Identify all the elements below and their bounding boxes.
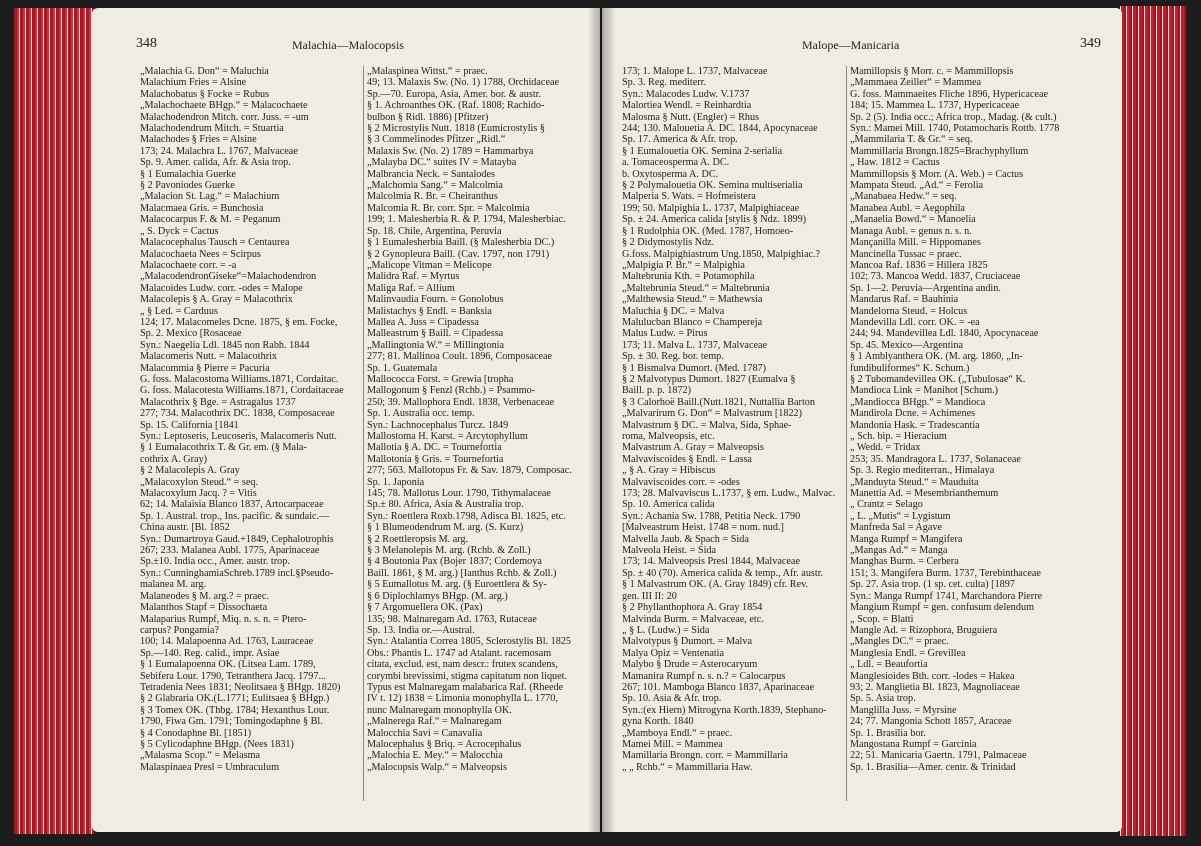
entry-line: Mangle Ad. = Rizophora, Bruguiera <box>850 624 998 636</box>
entry-line: Malacocarpus F. & M. = Peganum <box>140 214 281 226</box>
entry-line: Malocchia Savi = Canavalia <box>367 727 483 739</box>
entry-line: Malacmaea Gris. = Bunchosia <box>140 202 264 214</box>
entry-line: IV t. 12) 1838 = Limonia monophylla L. 1770, <box>367 693 558 705</box>
entry-line: § 1 Malvastrum OK. (A. Gray 1849) cfr. Rev. <box>622 579 809 591</box>
entry-line: Malacommia § Pierre = Pacuria <box>140 362 270 374</box>
entry-line: Sp. 1. Austral. trop., Ins. pacific. & sundaic.— <box>140 510 330 522</box>
entry-line: Malveola Heist. = Sida <box>622 545 717 557</box>
right-page-header: Malope—Manicaria <box>802 38 900 52</box>
entry-line: Manga Rumpf = Mangifera <box>850 533 963 545</box>
entry-line: Malcolmia R. Br. = Cheiranthus <box>367 191 498 203</box>
entry-line: Mamillopsis § Morr. c. = Mammillopsis <box>850 66 1014 77</box>
entry-line: 49; 13. Malaxis Sw. (No. 1) 1788, Orchidaceae <box>367 77 560 89</box>
entry-line: § 2 Pavoniodes Guerke <box>140 180 235 192</box>
column-divider <box>363 66 364 801</box>
entry-line: Sp. ± 40 (70). America calida & temp., Afr. austr. <box>622 567 824 579</box>
entry-line: 184; 15. Mammea L. 1737, Hypericaceae <box>850 100 1020 112</box>
entry-line: Sp. ± 30. Reg. bor. temp. <box>622 351 724 363</box>
entry-line: § 2 Polymalouetia OK. Semina multiserialia <box>622 180 803 192</box>
entry-line: Malosma § Nutt. (Engler) = Rhus <box>622 111 760 123</box>
entry-line: 173; 1. Malope L. 1737, Malvaceae <box>622 66 768 77</box>
entry-line: 244; 130. Malouetia A. DC. 1844, Apocynaceae <box>622 123 818 135</box>
entry-line: 1790, Fiwa Gm. 1791; Tomingodaphne § Bl. <box>140 716 323 728</box>
entry-line: „Malochia E. Mey.“ = Malocchia <box>367 750 503 762</box>
entry-line: Sp. 13. India or.—Austral. <box>367 624 475 636</box>
entry-line: § 3 Commelinodes Pfitzer „Ridl.“ <box>367 134 506 146</box>
entry-line: Sp. ± 24. America calida [stylis § Ndz. 1899) <box>622 214 807 226</box>
entry-line: 102; 73. Mancoa Wedd. 1837, Cruciaceae <box>850 271 1021 283</box>
entry-line: Malvastrum A. Gray = Malveopsis <box>622 442 764 454</box>
entry-line: „Manabaea Hedw.“ = seq. <box>850 191 957 203</box>
entry-line: „MalacodendronGiseke“=Malachodendron <box>140 271 317 283</box>
entry-line: Mamei Mill. = Mammea <box>622 738 723 750</box>
entry-line: Sp. 1. Guatemala <box>367 362 438 374</box>
left-column-1 <box>140 66 362 773</box>
right-page-number: 349 <box>1080 36 1101 51</box>
entry-line: 24; 77. Mangonia Schott 1857, Araceae <box>850 716 1012 728</box>
entry-line: Malacoxylum Jacq. ? = Vitis <box>140 488 257 500</box>
entry-line: Sp. 3. Reg. mediterr. <box>622 77 707 89</box>
entry-line: Mandelorna Steud. = Holcus <box>850 305 968 317</box>
entry-line: Mallogonum § Fenzl (Rchb.) = Psammo- <box>367 385 536 397</box>
entry-line: 173; 14. Malveopsis Presl 1844, Malvaceae <box>622 556 800 568</box>
right-page <box>602 8 1122 832</box>
right-column-2 <box>850 66 1108 773</box>
entry-line: „Malchomia Sang.“ = Malcolmia <box>367 180 503 192</box>
entry-line: 22; 51. Manicaria Gaertn. 1791, Palmaceae <box>850 750 1027 762</box>
entry-line: Malybo § Drude = Asterocaryum <box>622 659 758 671</box>
entry-line: Manglesioides Bth. corr. -lodes = Hakea <box>850 670 1015 682</box>
entry-line: 173; 24. Malachra L. 1767, Malvaceae <box>140 145 298 157</box>
entry-line: Manabea Aubl. = Aegophila <box>850 202 965 214</box>
entry-line: Sp.±10. India occ., Amer. austr. trop. <box>140 556 290 568</box>
entry-line: Malaparius Rumpf, Miq. n. s. n. = Ptero- <box>140 613 307 625</box>
entry-line: § 5 Eumallotus M. arg. (§ Euroettlera & Sy- <box>367 579 547 591</box>
entry-line: Mancinella Tussac = praec. <box>850 248 962 260</box>
entry-line: Malus Ludw. = Pirus <box>622 328 708 340</box>
entry-line: Malocephalus § Briq. = Acrocephalus <box>367 738 522 750</box>
entry-line: Mandevilla Ldl. corr. OK. = -ea <box>850 316 980 328</box>
left-page <box>92 8 600 832</box>
entry-line: § 1. Achroanthes OK. (Raf. 1808; Rachido- <box>367 100 545 112</box>
entry-line: Malacomeris Nutt. = Malacothrix <box>140 351 278 363</box>
left-column-2 <box>367 66 595 773</box>
entry-line: Mandonia Hask. = Tradescantia <box>850 419 980 431</box>
entry-line: carpus? Pongamia? <box>140 624 219 636</box>
entry-line: Syn.: Naegelia Ldl. 1845 non Rabh. 1844 <box>140 339 310 351</box>
entry-line: G. foss. Malacostoma Williams.1871, Cordaitac. <box>140 373 339 385</box>
entry-line: „Malocopsis Walp.“ = Malveopsis <box>367 761 507 773</box>
entry-line: Maluchia § DC. = Malva <box>622 305 725 317</box>
entry-line: § 3 Tomex OK. (Thbg. 1784; Hexanthus Lour. <box>140 704 330 716</box>
entry-line: Manettia Ad. = Mesembrianthemum <box>850 488 999 500</box>
entry-line: § 2 Gynopleura Baill. (Cav. 1797, non 1791) <box>367 248 550 260</box>
entry-line: Malachodendrum Mitch. = Stuartia <box>140 123 284 135</box>
entry-line: Managa Aubl. = genus n. s. n. <box>850 225 972 237</box>
entry-line: „Maltebrunia Steud.“ = Maltebrunia <box>622 282 770 294</box>
entry-line: corymbi brevissimi, stigma capitatum non liquet. <box>367 670 568 682</box>
entry-line: Malya Opiz = Ventenatia <box>622 647 725 659</box>
entry-line: „Mandiocca BHgp.“ = Mandioca <box>850 396 986 408</box>
entry-line: citata, exclud. est, nam descr.: frutex scandens, <box>367 659 558 671</box>
entry-line: „Malacion St. Lag.“ = Malachium <box>140 191 280 203</box>
entry-line: § 5 Cylicodaphne BHgp. (Nees 1831) <box>140 738 294 750</box>
entry-line: 151; 3. Mangifera Burm. 1737, Terebinthaceae <box>850 567 1041 579</box>
entry-line: Maliga Raf. = Allium <box>367 282 455 294</box>
entry-line: „Malthewsia Steud.“ = Mathewsia <box>622 294 763 306</box>
entry-line: Malcomia R. Br. corr. Spr. = Malcolmia <box>367 202 530 214</box>
entry-line: Mamillaria Brongn. corr. = Mammillaria <box>622 750 788 762</box>
entry-line: 267; 233. Malanea Aubl. 1775, Aparinaceae <box>140 545 320 557</box>
entry-line: Malperia S. Wats. = Hofmeistera <box>622 191 756 203</box>
entry-line: nunc Malnaregam monophylla OK. <box>367 704 512 716</box>
entry-line: 277; 563. Mallotopus Fr. & Sav. 1879, Composac. <box>367 465 572 477</box>
entry-line: Mangium Rumpf = gen. confusum delendum <box>850 602 1035 614</box>
entry-line: 145; 78. Mallotus Lour. 1790, Tithymalaceae <box>367 488 551 500</box>
entry-line: Malvella Jaub. & Spach = Sida <box>622 533 749 545</box>
entry-line: „Mammilaria T. & Gr.“ = seq. <box>850 134 973 146</box>
entry-line: Mandarus Raf. = Bauhinia <box>850 294 959 306</box>
entry-line: Typus est Malnaregam malabarica Raf. (Rheede <box>367 681 564 693</box>
entry-line: Malanthos Stapf = Dissochaeta <box>140 602 268 614</box>
entry-line: § 2 Phyllanthophora A. Gray 1854 <box>622 602 763 614</box>
entry-line: 124; 17. Malacomeles Dcne. 1875, § em. Focke, <box>140 316 338 328</box>
entry-line: § 6 Diplochlamys BHgp. (M. arg.) <box>367 590 508 602</box>
entry-line: G. foss. Mammaeites Fliche 1896, Hypericaceae <box>850 88 1049 100</box>
entry-line: 173; 28. Malvaviscus L.1737, § em. Ludw., Malvac. <box>622 488 836 500</box>
entry-line: § 1 Blumeodendrum M. arg. (S. Kurz) <box>367 522 524 534</box>
entry-line: Syn.: Malacodes Ludw. V.1737 <box>622 88 750 100</box>
entry-line: Malachium Fries = Alsine <box>140 77 247 89</box>
entry-line: „ § Led. = Carduus <box>140 305 218 317</box>
entry-line: Malbrancia Neck. = Santalodes <box>367 168 495 180</box>
entry-line: „Malachia G. Don“ = Maluchia <box>140 66 269 77</box>
entry-line: Sp. 1. Brasilia bor. <box>850 727 926 739</box>
entry-line: Malvastrum § DC. = Malva, Sida, Sphae- <box>622 419 792 431</box>
entry-line: „Manduyta Steud.“ = Mauduita <box>850 476 979 488</box>
entry-line: 173; 11. Malva L. 1737, Malvaceae <box>622 339 768 351</box>
left-page-number: 348 <box>136 36 157 51</box>
entry-line: Sp. 17. America & Afr. trop. <box>622 134 738 146</box>
entry-line: Sp. 1. Japonia <box>367 476 425 488</box>
book-gutter <box>588 8 616 832</box>
entry-line: „Mangas Ad.“ = Manga <box>850 545 948 557</box>
entry-line: Sp. 45. Mexico—Argentina <box>850 339 963 351</box>
entry-line: Manglesia Endl. = Grevillea <box>850 647 966 659</box>
entry-line: Mandioca Link = Manihot [Schum.) <box>850 385 999 397</box>
entry-line: „Manaelia Bowd.“ = Manoelia <box>850 214 976 226</box>
entry-line: § 1 Eumalesherbia Baill. (§ Malesherbia DC.) <box>367 237 555 249</box>
entry-line: 135; 98. Malnaregam Ad. 1763, Rutaceae <box>367 613 537 625</box>
book-edge-right <box>1120 6 1186 836</box>
entry-line: 253; 35. Mandragora L. 1737, Solanaceae <box>850 453 1021 465</box>
entry-line: § 2 Malacolepis A. Gray <box>140 465 240 477</box>
left-page-header: Malachia—Malocopsis <box>292 38 404 52</box>
entry-line: „ Scop. = Blatti <box>850 613 914 625</box>
entry-line: cothrix A. Gray) <box>140 453 208 465</box>
entry-line: Sp. 10. America calida <box>622 499 715 511</box>
entry-line: § 1 Bismalva Dumort. (Med. 1787) <box>622 362 767 374</box>
entry-line: Malacocephalus Tausch = Centaurea <box>140 237 290 249</box>
entry-line: [Malveastrum Heist. 1748 = nom. nud.] <box>622 522 784 534</box>
entry-line: Malacoides Ludw. corr. -odes = Malope <box>140 282 303 294</box>
entry-line: bulbon § Ridl. 1886) [Pfitzer) <box>367 111 489 123</box>
entry-line: Syn.: CunninghamiaSchreb.1789 incl.§Pseudo- <box>140 567 334 579</box>
entry-line: Syn.: Achania Sw. 1788, Petitia Neck. 1790 <box>622 510 801 522</box>
entry-line: „Mangles DC.“ = praec. <box>850 636 949 648</box>
entry-line: Baill. p. p. 1872) <box>622 385 692 397</box>
entry-line: Manglilla Juss. = Myrsine <box>850 704 957 716</box>
entry-line: Malachobatus § Focke = Rubus <box>140 88 270 100</box>
entry-line: § 3 Calorhoë Baill.(Nutt.1821, Nuttallia Barton <box>622 396 815 408</box>
entry-line: Manghas Burm. = Cerbera <box>850 556 959 568</box>
column-divider <box>846 66 847 801</box>
entry-line: „Mamboya Endl.“ = praec. <box>622 727 733 739</box>
entry-line: Syn.: Manga Rumpf 1741, Marchandora Pierre <box>850 590 1043 602</box>
entry-line: „ S. Dyck = Cactus <box>140 225 219 237</box>
entry-line: Mampata Steud. „Ad.“ = Ferolia <box>850 180 984 192</box>
entry-line: b. Oxytosperma A. DC. <box>622 168 719 180</box>
entry-line: Mallococca Forst. = Grewia [tropha <box>367 373 514 385</box>
entry-line: „ Wedd. = Tridax <box>850 442 921 454</box>
entry-line: Malacochaeta Nees = Scirpus <box>140 248 261 260</box>
entry-line: gyna Korth. 1840 <box>622 716 694 728</box>
entry-line: China austr. [Bl. 1852 <box>140 522 230 534</box>
entry-line: Sp.—70. Europa, Asia, Amer. bor. & austr. <box>367 88 542 100</box>
entry-line: Sp. 15. California [1841 <box>140 419 239 431</box>
entry-line: 277; 81. Mallinoa Coult. 1896, Composaceae <box>367 351 553 363</box>
entry-line: Mamanira Rumpf n. s. n.? = Calocarpus <box>622 670 786 682</box>
entry-line: Sp. 1—2. Peruvia—Argentina andin. <box>850 282 1001 294</box>
entry-line: Malaspinaea Presl = Umbraculum <box>140 761 279 773</box>
entry-line: § 4 Boutonia Pax (Bojer 1837; Cordemoya <box>367 556 542 568</box>
entry-line: § 1 Eumalachia Guerke <box>140 168 236 180</box>
entry-line: „ Haw. 1812 = Cactus <box>850 157 940 169</box>
entry-line: Malachodes § Fries = Alsine <box>140 134 257 146</box>
entry-line: § 1 Amblyanthera OK. (M. arg. 1860, „In- <box>850 351 1023 363</box>
entry-line: Mallotia § A. DC. = Tournefortia <box>367 442 502 454</box>
entry-line: Sp.± 80. Africa, Asia & Australia trop. <box>367 499 524 511</box>
entry-line: gen. III II: 20 <box>622 590 677 602</box>
entry-line: Malortiea Wendl. = Reinhardtia <box>622 100 752 112</box>
entry-line: „ Ldl. = Beaufortia <box>850 659 928 671</box>
entry-line: 250; 39. Mallophora Endl. 1838, Verbenaceae <box>367 396 555 408</box>
book-edge-left <box>14 8 94 834</box>
entry-line: Mallotonia § Gris. = Tournefortia <box>367 453 504 465</box>
entry-line: Sebifera Lour. 1790, Tetranthera Jacq. 1797... <box>140 670 327 682</box>
entry-line: § 3 Melanolepis M. arg. (Rchb. & Zoll.) <box>367 545 531 557</box>
entry-line: Malvaviscoides § Endl. = Lassa <box>622 453 752 465</box>
entry-line: Syn.:(ex Hiern) Mitrogyna Korth.1839, Stephano- <box>622 704 827 716</box>
entry-line: „Malicope Vitman = Melicope <box>367 259 492 271</box>
entry-line: 244; 94. Mandevillea Ldl. 1840, Apocynaceae <box>850 328 1039 340</box>
entry-line: „Malpigia P. Br.“ = Malpighia <box>622 259 745 271</box>
entry-line: § 2 Tubomandevillea OK. („Tubulosae“ K. <box>850 373 1026 385</box>
entry-line: fundibuliformes“ K. Schum.) <box>850 362 970 374</box>
entry-line: 267; 101. Mamboga Blanco 1837, Aparinaceae <box>622 681 815 693</box>
entry-line: Malistachys § Endl. = Banksia <box>367 305 492 317</box>
entry-line: 62; 14. Malaisia Blanco 1837, Artocarpaceae <box>140 499 324 511</box>
entry-line: Sp. 10. Asia & Afr. trop. <box>622 693 722 705</box>
entry-line: Malacolepis § A. Gray = Malacothrix <box>140 294 293 306</box>
entry-line: Tetradenia Nees 1831; Neolitsaea § BHgp. 1820) <box>140 681 341 693</box>
entry-line: Malaneodes § M. arg.? = praec. <box>140 590 269 602</box>
entry-line: § 2 Didymostylis Ndz. <box>622 237 715 249</box>
entry-line: „Malacoxylon Steud.“ = seq. <box>140 476 259 488</box>
entry-line: 199; 1. Malesherbia R. & P. 1794, Malesherbiac. <box>367 214 566 226</box>
entry-line: „Malayba DC.“ suites IV = Matayba <box>367 157 517 169</box>
entry-line: Syn.: Atalantia Correa 1805, Sclerostylis Bl. 1825 <box>367 636 572 648</box>
entry-line: „ § A. Gray = Hibiscus <box>622 465 716 477</box>
entry-line: Malachodendron Mitch. corr. Juss. = -um <box>140 111 309 123</box>
entry-line: 199; 50. Malpighia L. 1737, Malpighiaceae <box>622 202 800 214</box>
right-column-1 <box>622 66 846 773</box>
entry-line: Syn.: Lachnocephalus Turcz. 1849 <box>367 419 509 431</box>
entry-line: Obs.: Phantis L. 1747 ad Atalant. racemosam <box>367 647 552 659</box>
entry-line: „Malachochaete BHgp.“ = Malacochaete <box>140 100 308 112</box>
entry-line: Malleastrum § Baill. = Cipadessa <box>367 328 504 340</box>
entry-line: „Mammaea Zeiller“ = Mammea <box>850 77 982 89</box>
entry-line: Malulucban Blanco = Champereja <box>622 316 763 328</box>
entry-line: Manfreda Sal = Agave <box>850 522 943 534</box>
entry-line: § 2 Malvotypus Dumort. 1827 (Eumalva § <box>622 373 796 385</box>
entry-line: 277; 734. Malacothrix DC. 1838, Composaceae <box>140 408 335 420</box>
entry-line: § 1 Eumalouetia OK. Semina 2-serialia <box>622 145 783 157</box>
entry-line: § 1 Eumalapoenna OK. (Litsea Lam. 1789, <box>140 659 316 671</box>
entry-line: § 7 Argomuellera OK. (Pax) <box>367 602 483 614</box>
entry-line: Mallea A. Juss = Cipadessa <box>367 316 479 328</box>
entry-line: Mallostoma H. Karst. = Arcytophyllum <box>367 431 528 442</box>
entry-line: Sp.—140. Reg. calid., impr. Asiae <box>140 647 280 659</box>
entry-line: Mammillopsis § Morr. (A. Web.) = Cactus <box>850 168 1024 180</box>
entry-line: 100; 14. Malapoenna Ad. 1763, Lauraceae <box>140 636 314 648</box>
entry-line: § 1 Rudolphia OK. (Med. 1787, Homoeo- <box>622 225 794 237</box>
entry-line: „Malvarirum G. Don“ = Malvastrum [1822) <box>622 408 803 420</box>
entry-line: Sp. 2 (5). India occ.; Africa trop., Madag. (& cult.) <box>850 111 1057 123</box>
entry-line: Baill. 1861, § M. arg.) [Ianthus Rchb. & Zoll.) <box>367 567 557 579</box>
entry-line: „ L. „Mutis“ = Lygistum <box>850 510 951 522</box>
entry-line: Syn.: Mamei Mill. 1740, Potamocharis Rottb. 1778 <box>850 123 1060 135</box>
entry-line: Syn.: Leptoseris, Leucoseris, Malacomeris Nutt. <box>140 431 337 442</box>
entry-line: G. foss. Malacotesta Williams.1871, Cordaitaceae <box>140 385 344 397</box>
entry-line: Malaxis Sw. (No. 2) 1789 = Hammarbya <box>367 145 534 157</box>
entry-line: Sp. 2. Mexico [Rosaceae <box>140 328 242 340</box>
entry-line: § 4 Conodaphne Bl. [1851) <box>140 727 252 739</box>
entry-line: „Malaspinea Wittst.“ = praec. <box>367 66 488 77</box>
entry-line: Sp. 1. Brasilia—Amer. centr. & Trinidad <box>850 761 1016 773</box>
entry-line: § 2 Microstylis Nutt. 1818 (Eumicrostylis § <box>367 123 545 135</box>
entry-line: Syn.: Roettlera Roxb.1798, Adisca Bl. 1825, etc. <box>367 510 566 522</box>
entry-line: Sp. 27. Asia trop. (1 sp. cet. culta) [1897 <box>850 579 1015 591</box>
entry-line: Sp. 9. Amer. calida, Afr. & Asia trop. <box>140 157 291 169</box>
entry-line: Malinvaudia Fourn. = Gonolobus <box>367 294 504 306</box>
entry-line: § 2 Roettleropsis M. arg. <box>367 533 469 545</box>
entry-line: Sp. 1. Australia occ. temp. <box>367 408 475 420</box>
entry-line: Malacochaete corr. = -a <box>140 259 237 271</box>
entry-line: Malvinda Burm. = Malvaceae, etc. <box>622 613 764 625</box>
entry-line: Sp. 18. Chile, Argentina, Peruvia <box>367 225 502 237</box>
entry-line: „Malasma Scop.“ = Melasma <box>140 750 261 762</box>
entry-line: G.foss. Malpighiastrum Ung.1850, Malpighiac.? <box>622 248 821 260</box>
entry-line: Mandirola Dcne. = Achimenes <box>850 408 976 420</box>
entry-line: Mancoa Raf. 1836 = Hillera 1825 <box>850 259 988 271</box>
entry-line: Malvaviscoides corr. = -odes <box>622 476 740 488</box>
entry-line: § 1 Eumalacothrix T. & Gr. em. (§ Mala- <box>140 442 307 454</box>
entry-line: Mangostana Rumpf = Garcinia <box>850 738 977 750</box>
entry-line: malanea M. arg. <box>140 579 207 591</box>
entry-line: „ Crantz = Selago <box>850 499 923 511</box>
entry-line: Malvotypus § Dumort. = Malva <box>622 636 752 648</box>
entry-line: Sp. 5. Asia trop. <box>850 693 916 705</box>
entry-line: Malidra Raf. = Myrtus <box>367 271 460 283</box>
entry-line: a. Tomaceosperma A. DC. <box>622 157 730 169</box>
entry-line: „ „ Rchb.“ = Mammillaria Haw. <box>622 761 753 773</box>
entry-line: Sp. 3. Regio mediterran., Himalaya <box>850 465 995 477</box>
entry-line: 93; 2. Manglietia Bl. 1823, Magnoliaceae <box>850 681 1020 693</box>
entry-line: Syn.: Dumartroya Gaud.+1849, Cephalotrophis <box>140 533 334 545</box>
entry-line: Mançanilla Mill. = Hippomanes <box>850 237 981 249</box>
entry-line: „ § L. (Ludw.) = Sida <box>622 624 710 636</box>
entry-line: Malacothrix § Bge. = Astragalus 1737 <box>140 396 296 408</box>
entry-line: „ Sch. bip. = Hieracium <box>850 431 947 442</box>
entry-line: roma, Malveopsis, etc. <box>622 431 715 442</box>
entry-line: Maltebrunia Kth. = Potamophila <box>622 271 755 283</box>
entry-line: § 2 Glabraria OK.(L.1771; Eulitsaea § BHgp.) <box>140 693 330 705</box>
entry-line: „Mallingtonia W.“ = Millingtonia <box>367 339 505 351</box>
entry-line: Mammillaria Brongn.1825=Brachyphyllum <box>850 145 1029 157</box>
entry-line: „Malnerega Raf.“ = Malnaregam <box>367 716 502 728</box>
